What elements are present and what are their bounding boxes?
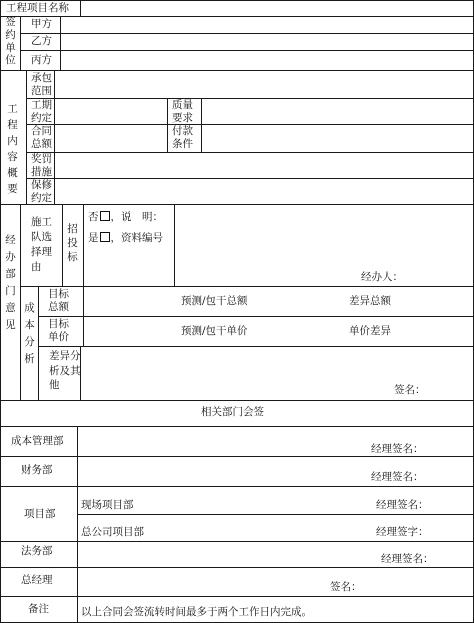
grid-line — [20, 16, 21, 70]
grid-line — [167, 98, 168, 152]
finance-label: 财务部 — [21, 464, 53, 476]
bidding-yes-text: 是 — [88, 232, 99, 244]
grid-line — [20, 204, 21, 400]
grid-line — [201, 98, 202, 152]
project-dept-label: 项目部 — [24, 508, 56, 520]
cost-analysis-label: 成本分析 — [24, 302, 35, 365]
bidding-no-checkbox[interactable] — [100, 211, 110, 221]
bidding-no-option[interactable] — [88, 211, 163, 224]
reward-penalty-label: 奖罚措施 — [31, 153, 52, 178]
bidding-yes-checkbox[interactable] — [100, 232, 110, 242]
bidding-label: 招投标 — [67, 223, 78, 263]
diff-total-label: 差异总额 — [349, 295, 391, 307]
grid-line — [0, 541, 474, 542]
grid-line — [26, 70, 27, 204]
quality-label: 质量要求 — [172, 99, 193, 124]
grid-line — [62, 204, 63, 286]
warranty-label: 保修约定 — [31, 179, 52, 204]
grid-line — [26, 152, 474, 153]
forecast-total-label: 预测/包干总额 — [181, 295, 248, 307]
project-name-label: 工程项目名称 — [6, 2, 69, 14]
gm-sign: 签名： — [330, 581, 362, 593]
grid-line — [0, 400, 474, 401]
bidding-yes-option[interactable] — [88, 232, 163, 245]
cost-dept-manager-sign: 经理签名： — [371, 443, 424, 455]
site-project-label: 现场项目部 — [81, 499, 134, 511]
total-amount-label: 合同总额 — [31, 125, 52, 150]
party-c-value[interactable] — [61, 51, 473, 70]
forecast-unit-price-label: 预测/包干单价 — [181, 325, 248, 337]
team-reason-label: 施工队选择理由 — [31, 216, 52, 273]
duration-label: 工期约定 — [31, 99, 52, 124]
grid-line — [38, 316, 474, 317]
party-c-label: 丙方 — [31, 54, 52, 66]
grid-line — [26, 124, 474, 125]
project-name-value[interactable] — [81, 1, 473, 16]
grid-line — [0, 204, 474, 205]
party-b-label: 乙方 — [31, 35, 52, 47]
handler-sign-label: 经办人： — [361, 271, 403, 283]
frame-left-line — [0, 0, 1, 623]
grid-line — [0, 486, 474, 487]
grid-line — [0, 596, 474, 597]
scope-label: 承包范围 — [31, 72, 52, 97]
handling-dept-label: 经办部门意见 — [5, 234, 16, 331]
grid-line — [174, 204, 175, 286]
grid-line — [83, 204, 84, 286]
grid-line — [26, 98, 474, 99]
grid-line — [0, 426, 474, 427]
party-b-value[interactable] — [61, 34, 473, 50]
bidding-no-text: 否 — [88, 211, 99, 223]
handling-sign-label: 签名： — [394, 384, 426, 396]
party-a-value[interactable] — [61, 17, 473, 33]
grid-line — [54, 70, 55, 204]
overview-label: 工程内容概要 — [7, 103, 18, 195]
legal-manager-sign: 经理签名： — [381, 553, 434, 565]
grid-line — [38, 346, 474, 347]
legal-label: 法务部 — [21, 545, 53, 557]
signing-unit-label: 签约单位 — [5, 16, 16, 67]
diff-analysis-label: 差异分析及其他 — [49, 350, 81, 391]
hq-project-manager-sign: 经理签字： — [376, 526, 429, 538]
unit-price-diff-label: 单价差异 — [349, 325, 391, 337]
site-project-manager-sign: 经理签名： — [376, 499, 429, 511]
grid-line — [77, 514, 474, 515]
party-a-label: 甲方 — [31, 18, 52, 30]
remark-text: 以上合同会签流转时间最多于两个工作日内完成。 — [81, 606, 312, 618]
target-unit-price-label: 目标单价 — [48, 318, 69, 343]
grid-line — [26, 178, 474, 179]
remark-label: 备注 — [28, 603, 49, 615]
grid-line — [38, 286, 39, 400]
gm-label: 总经理 — [21, 574, 53, 586]
countersign-title: 相关部门会签 — [201, 406, 264, 418]
cost-dept-label: 成本管理部 — [11, 435, 64, 447]
grid-line — [0, 70, 474, 71]
grid-line — [0, 567, 474, 568]
grid-line — [20, 286, 474, 287]
bidding-yes-note: ，资料编号 — [110, 232, 163, 244]
finance-manager-sign: 经理签名： — [371, 471, 424, 483]
target-total-label: 目标总额 — [48, 288, 69, 313]
payment-terms-label: 付款条件 — [172, 125, 193, 150]
bidding-no-note: ，说 明： — [110, 211, 163, 223]
grid-line — [0, 456, 474, 457]
hq-project-label: 总公司项目部 — [81, 526, 144, 538]
